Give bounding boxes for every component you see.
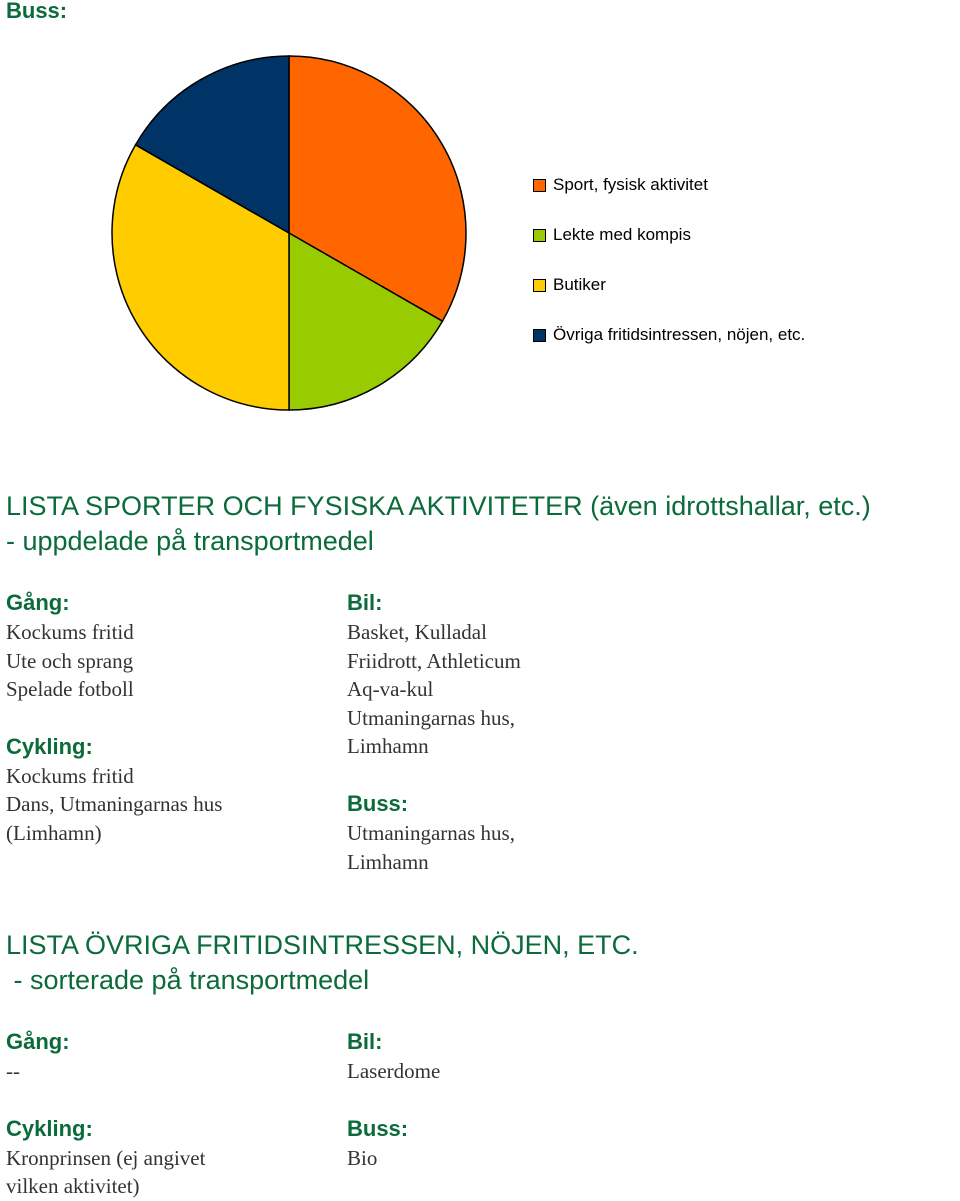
pie-chart xyxy=(100,50,480,430)
buss-heading: Buss: xyxy=(347,1115,409,1141)
legend-item-butiker xyxy=(533,260,805,310)
list-item: Basket, Kulladal xyxy=(347,620,487,644)
list-item: Kockums fritid xyxy=(6,620,134,644)
legend-label: Lekte med kompis xyxy=(553,225,691,244)
legend-item-kompis xyxy=(533,210,805,260)
list-item: Dans, Utmaningarnas hus xyxy=(6,792,223,817)
list-item: -- xyxy=(6,1059,20,1083)
list-item: Laserdome xyxy=(347,1059,441,1083)
section1-subtitle: - uppdelade på transportmedel xyxy=(6,526,374,556)
list-item: (Limhamn) xyxy=(6,820,102,845)
legend-label: Butiker xyxy=(553,275,606,294)
list-item: Friidrott, Athleticum xyxy=(347,648,521,673)
legend-swatch xyxy=(533,279,546,292)
list-item: vilken aktivitet) xyxy=(6,1174,140,1199)
buss-heading: Buss: xyxy=(347,790,409,816)
legend-label: Övriga fritidsintressen, nöjen, etc. xyxy=(553,325,806,344)
section2-right-column xyxy=(347,1027,677,1172)
section1-right-column xyxy=(347,588,677,876)
top-heading: Buss: xyxy=(6,0,68,23)
legend-item-ovriga xyxy=(533,310,805,360)
list-item: Utmaningarnas hus, xyxy=(347,705,515,730)
cykling-heading: Cykling: xyxy=(6,1115,93,1141)
list-item: Spelade fotboll xyxy=(6,677,134,702)
list-item: Utmaningarnas hus, xyxy=(347,820,515,845)
list-item: Limhamn xyxy=(347,849,429,874)
bil-heading: Bil: xyxy=(347,1029,383,1054)
list-item: Aq-va-kul xyxy=(347,677,434,702)
bil-heading: Bil: xyxy=(347,590,383,615)
list-item: Bio xyxy=(347,1145,378,1170)
gang-heading: Gång: xyxy=(6,590,70,615)
legend-swatch xyxy=(533,229,546,242)
list-item: Limhamn xyxy=(347,734,429,759)
legend-item-sport xyxy=(533,160,805,210)
legend-swatch xyxy=(533,329,546,342)
legend-label: Sport, fysisk aktivitet xyxy=(553,175,708,194)
list-item: Ute och sprang xyxy=(6,648,134,673)
section1-title: LISTA SPORTER OCH FYSISKA AKTIVITETER (även idrottshallar, etc.) xyxy=(6,491,871,521)
section2-title: LISTA ÖVRIGA FRITIDSINTRESSEN, NÖJEN, ETC. xyxy=(6,930,639,960)
chart-legend xyxy=(533,160,805,360)
list-item: Kockums fritid xyxy=(6,763,134,788)
list-item: Kronprinsen (ej angivet xyxy=(6,1145,206,1170)
section1-left-column xyxy=(6,588,336,848)
section2-left-column xyxy=(6,1027,336,1201)
legend-swatch xyxy=(533,179,546,192)
section2-subtitle: - sorterade på transportmedel xyxy=(6,965,370,995)
gang-heading: Gång: xyxy=(6,1029,70,1054)
cykling-heading: Cykling: xyxy=(6,733,93,759)
